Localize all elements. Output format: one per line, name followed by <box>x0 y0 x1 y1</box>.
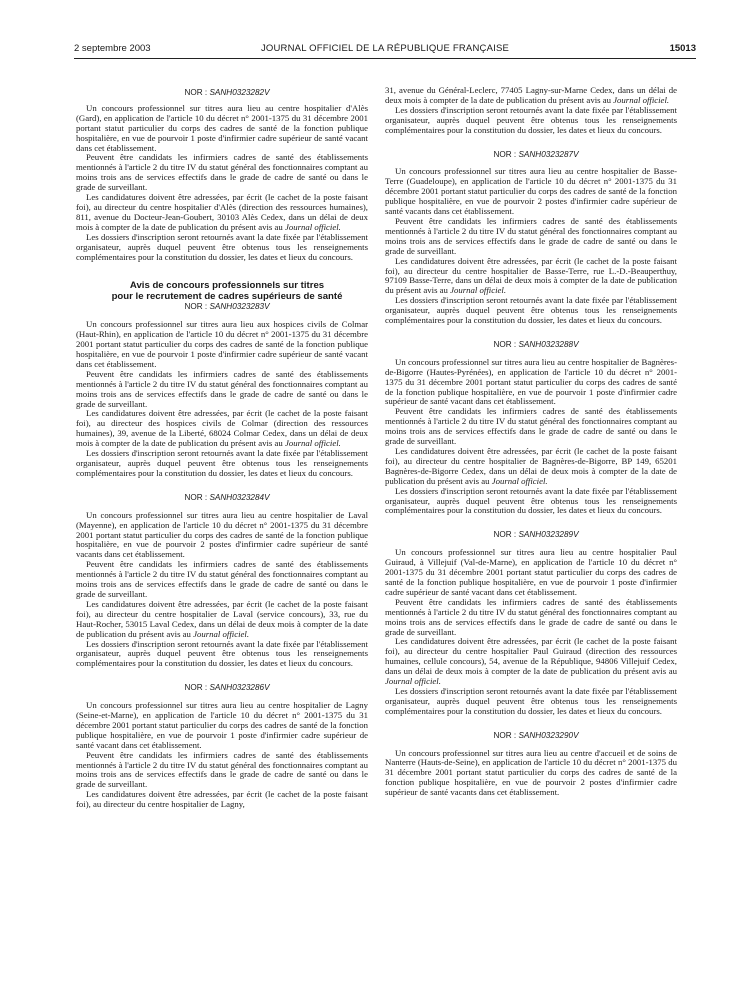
notice-paragraph: Un concours professionnel sur titres aura lieu au centre hospitalier de Bagnères-de-Bigorre (Hautes-Pyrénées), en application de l'article 10 du décret n° 2001-1375 du 31 décembre 2001 portant statut particulier du corps des cadres de santé de la fonction publique hospitalière, en vue de pourvoir 1 poste d'infirmier cadre supérieur de santé vacant dans cet établissement. <box>385 356 677 407</box>
notice-paragraph: Les candidatures doivent être adressées, par écrit (le cachet de la poste faisant foi), au directeur du centre hospitalier de Bagnères-de-Bigorre, BP 149, 65201 Bagnères-de-Bigorre Cedex, dans un délai de deux mois à compter de la date de publication du présent avis au Journal officiel. <box>385 446 677 486</box>
section-title: pour le recrutement de cadres supérieurs de santé <box>111 291 343 303</box>
notice-paragraph: Les candidatures doivent être adressées, par écrit (le cachet de la poste faisant foi), au directeur du centre hospitalier de Lagny, <box>76 789 368 810</box>
notice-paragraph: Un concours professionnel sur titres aura lieu au centre hospitalier de Basse-Terre (Guadeloupe), en application de l'article 10 du décret n° 2001-1375 du 31 décembre 2001 portant statut particulier du corps des cadres de santé de la fonction publique hospitalière, en vue de pourvoir 2 postes d'infirmier cadre supérieur de santé vacants dans cet établissement. <box>385 166 677 217</box>
notice-paragraph: Les dossiers d'inscription seront retournés avant la date fixée par l'établissement organisateur, auprès duquel peuvent être obtenus tous les renseignements complémentaires pour la constitution du dossier, les dates et lieux du concours. <box>76 231 368 262</box>
notice-paragraph: Les candidatures doivent être adressées, par écrit (le cachet de la poste faisant foi), au directeur du centre hospitalier de Basse-Terre, rue L.-D.-Beauperthuy, 97109 Basse-Terre, dans un délai de deux mois à compter de la date de publication du présent avis au Journal officiel. <box>385 255 677 296</box>
notice-paragraph: Un concours professionnel sur titres aura lieu au centre hospitalier de Lagny (Seine-et-Marne), en application de l'article 10 du décret n° 2001-1375 du 31 décembre 2001 portant statut particulier du corps des cadres de santé de la fonction publique hospitalière, en vue de pourvoir 1 poste d'infirmier cadre supérieur de santé vacant dans cet établissement. <box>76 700 368 750</box>
right-column <box>385 86 677 798</box>
notice-paragraph: 31, avenue du Général-Leclerc, 77405 Lagny-sur-Marne Cedex, dans un délai de deux mois à compter de la date de publication du présent avis au Journal officiel. <box>385 85 677 105</box>
nor-reference: NOR : SANH0323290V <box>493 730 579 740</box>
notice-paragraph: Les dossiers d'inscription seront retournés avant la date fixée par l'établissement organisateur, auprès duquel peuvent être obtenus tous les renseignements complémentaires pour la constitution du dossier, les dates et lieux du concours. <box>385 485 677 516</box>
header-journal-title: JOURNAL OFFICIEL DE LA RÉPUBLIQUE FRANÇAISE <box>260 43 510 54</box>
notice-paragraph: Peuvent être candidats les infirmiers cadres de santé des établissements mentionnés à l'article 2 du titre IV du statut général des fonctionnaires comptant au moins trois ans de services effectifs dans le grade de cadre de santé ou dans le grade de surveillant. <box>76 749 368 790</box>
notice-paragraph: Les dossiers d'inscription seront retournés avant la date fixée par l'établissement organisateur, auprès duquel peuvent être obtenus tous les renseignements complémentaires pour la constitution du dossier, les dates et lieux du concours. <box>76 448 368 478</box>
header-date: 2 septembre 2003 <box>74 43 151 54</box>
notice-paragraph: Les candidatures doivent être adressées, par écrit (le cachet de la poste faisant foi), au directeur du centre hospitalier d'Alès (direction des ressources humaines), 811, avenue du Docteur-Jean-Goubert, 30103 Alès Cedex, dans un délai de deux mois à compter de la date de publication du présent avis au Journal officiel. <box>76 192 368 232</box>
notice-paragraph: Les dossiers d'inscription seront retournés avant la date fixée par l'établissement organisateur, auprès duquel peuvent être obtenus tous les renseignements complémentaires pour la constitution du dossier, les dates et lieux du concours. <box>385 295 677 326</box>
notice-paragraph: Peuvent être candidats les infirmiers cadres de santé des établissements mentionnés à l'article 2 du titre IV du statut général des fonctionnaires comptant au moins trois ans de services effectifs dans le grade de cadre de santé ou dans le grade de surveillant. <box>76 152 368 193</box>
notice-paragraph: Peuvent être candidats les infirmiers cadres de santé des établissements mentionnés à l'article 2 du titre IV du statut général des fonctionnaires comptant au moins trois ans de services effectifs dans le grade de cadre de santé ou dans le grade de surveillant. <box>385 596 677 637</box>
notice-paragraph: Peuvent être candidats les infirmiers cadres de santé des établissements mentionnés à l'article 2 du titre IV du statut général des fonctionnaires comptant au moins trois ans de services effectifs dans le grade de cadre de santé ou dans le grade de surveillant. <box>76 559 368 599</box>
notice-paragraph: Peuvent être candidats les infirmiers cadres de santé des établissements mentionnés à l'article 2 du titre IV du statut général des fonctionnaires comptant au moins trois ans de services effectifs dans le grade de cadre de santé ou dans le grade de surveillant. <box>76 368 368 409</box>
nor-reference: NOR : SANH0323284V <box>184 492 270 502</box>
notice-paragraph: Les dossiers d'inscription seront retournés avant la date fixée par l'établissement organisateur, auprès duquel peuvent être obtenus tous les renseignements complémentaires pour la constitution du dossier, les dates et lieux du concours. <box>76 638 368 669</box>
notice-paragraph: Les candidatures doivent être adressées, par écrit (le cachet de la poste faisant foi), au directeur du centre hospitalier Paul Guiraud (direction des ressources humaines, cellule concours), 54, avenue de la République, 94806 Villejuif Cedex, dans un délai de deux mois à compter de la date de publication du présent avis au Journal officiel. <box>385 636 677 687</box>
section-title: Avis de concours professionnels sur titres <box>129 280 325 292</box>
notice-paragraph: Un concours professionnel sur titres aura lieu au centre hospitalier d'Alès (Gard), en application de l'article 10 du décret n° 2001-1375 du 31 décembre 2001 portant statut particulier du corps des cadres de santé de la fonction publique hospitalière, en vue de pourvoir 1 poste d'infirmier cadre supérieur de santé vacant dans cet établissement. <box>76 102 368 153</box>
notice-paragraph: Peuvent être candidats les infirmiers cadres de santé des établissements mentionnés à l'article 2 du titre IV du statut général des fonctionnaires comptant au moins trois ans de services effectifs dans le grade de cadre de santé ou dans le grade de surveillant. <box>385 406 677 447</box>
header-page-number: 15013 <box>669 43 696 54</box>
nor-reference: NOR : SANH0323282V <box>184 88 270 97</box>
notice-paragraph: Un concours professionnel sur titres aura lieu au centre d'accueil et de soins de Nanterre (Hauts-de-Seine), en application de l'article 10 du décret n° 2001-1375 du 31 décembre 2001 portant statut particulier du corps des cadres de santé de la fonction publique hospitalière, en vue de pourvoir 2 postes d'infirmier cadre supérieur de santé vacants dans cet établissement. <box>385 747 677 798</box>
nor-reference: NOR : SANH0323283V <box>184 302 270 312</box>
notice-paragraph: Un concours professionnel sur titres aura lieu au centre hospitalier de Laval (Mayenne), en application de l'article 10 du décret n° 2001-1375 du 31 décembre 2001 portant statut particulier du corps des cadres de santé de la fonction publique hospitalière, en vue de pourvoir 2 postes d'infirmier cadre supérieur de santé vacants dans cet établissement. <box>76 509 368 560</box>
nor-reference: NOR : SANH0323289V <box>493 530 579 540</box>
page-header <box>74 40 696 56</box>
nor-reference: NOR : SANH0323288V <box>493 339 579 349</box>
nor-reference: NOR : SANH0323286V <box>184 683 270 693</box>
header-rule <box>74 58 696 59</box>
notice-paragraph: Peuvent être candidats les infirmiers cadres de santé des établissements mentionnés à l'article 2 du titre IV du statut général des fonctionnaires comptant au moins trois ans de services effectifs dans le grade de cadre de santé ou dans le grade de surveillant. <box>385 215 677 256</box>
nor-reference: NOR : SANH0323287V <box>493 149 579 159</box>
notice-paragraph: Les dossiers d'inscription seront retournés avant la date fixée par l'établissement organisateur, auprès duquel peuvent être obtenus tous les renseignements complémentaires pour la constitution du dossier, les dates et lieux du concours. <box>385 685 677 716</box>
left-column <box>76 88 368 810</box>
notice-paragraph: Un concours professionnel sur titres aura lieu aux hospices civils de Colmar (Haut-Rhin), en application de l'article 10 du décret n° 2001-1375 du 31 décembre 2001 portant statut particulier du corps des cadres de santé de la fonction publique hospitalière, en vue de pourvoir 1 poste d'infirmier cadre supérieur de santé vacant dans cet établissement. <box>76 319 368 369</box>
notice-paragraph: Les dossiers d'inscription seront retournés avant la date fixée par l'établissement organisateur, auprès duquel peuvent être obtenus tous les renseignements complémentaires pour la constitution du dossier, les dates et lieux du concours. <box>385 104 677 135</box>
notice-paragraph: Les candidatures doivent être adressées, par écrit (le cachet de la poste faisant foi), au directeur des hospices civils de Colmar (direction des ressources humaines), 39, avenue de la Liberté, 68024 Colmar Cedex, dans un délai de deux mois à compter de la date de publication du présent avis au Journal officiel. <box>76 408 368 449</box>
notice-paragraph: Les candidatures doivent être adressées, par écrit (le cachet de la poste faisant foi), au directeur du centre hospitalier de Laval (service concours), 33, rue du Haut-Rocher, 53015 Laval Cedex, dans un délai de deux mois à compter de la date de publication du présent avis au Journal officiel. <box>76 598 368 639</box>
notice-paragraph: Un concours professionnel sur titres aura lieu au centre hospitalier Paul Guiraud, à Villejuif (Val-de-Marne), en application de l'article 10 du décret n° 2001-1375 du 31 décembre 2001 portant statut particulier du corps des cadres de santé de la fonction publique hospitalière, en vue de pourvoir 1 poste d'infirmier cadre supérieur de santé vacant dans cet établissement. <box>385 547 677 597</box>
